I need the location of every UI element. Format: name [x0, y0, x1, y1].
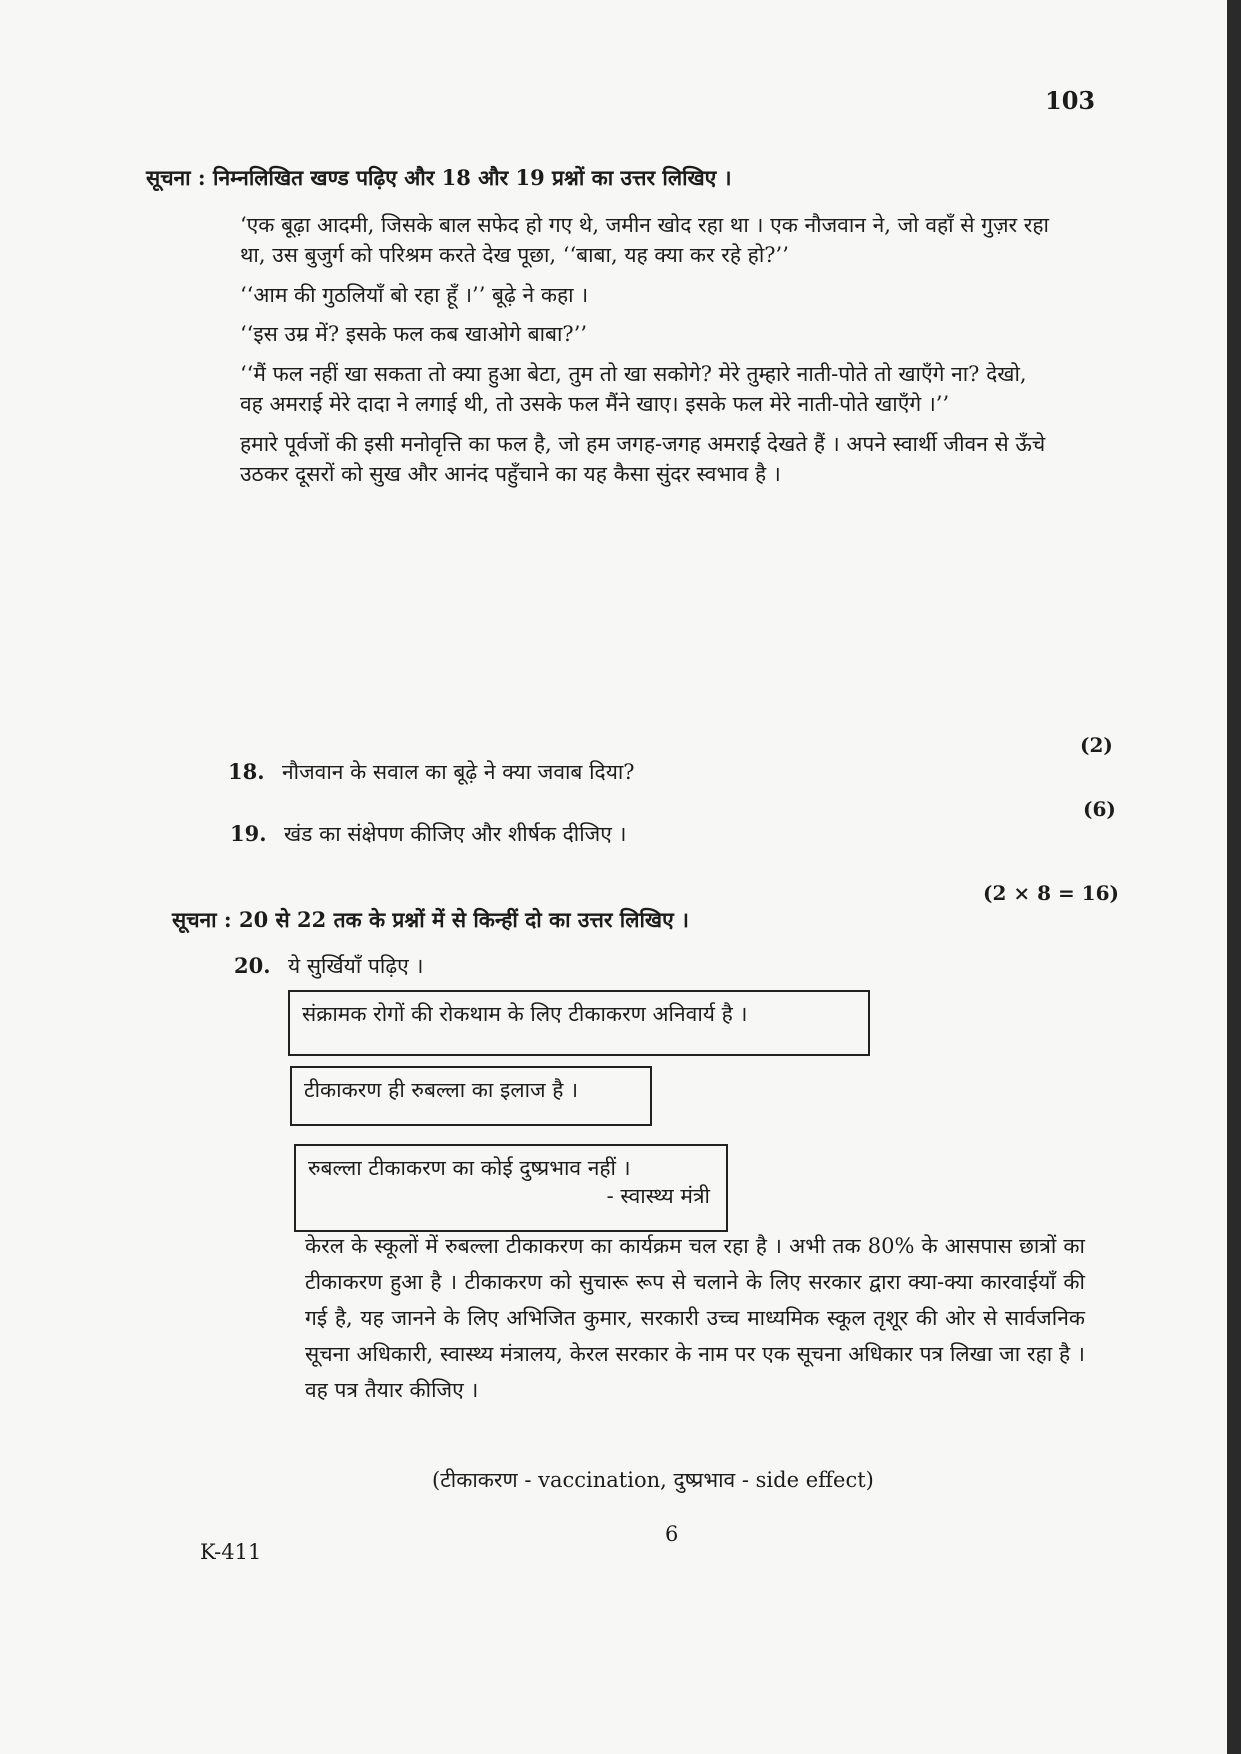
passage — [240, 210, 1050, 499]
question-text: नौजवान के सवाल का बूढ़े ने क्या जवाब दिया? — [282, 760, 635, 784]
question-text: खंड का संक्षेपण कीजिए और शीर्षक दीजिए । — [284, 822, 627, 846]
headline-attribution: - स्वास्थ्य मंत्री — [606, 1184, 710, 1208]
question-number: 18. — [228, 759, 265, 784]
passage-paragraph: हमारे पूर्वजों की इसी मनोवृत्ति का फल है, जो हम जगह-जगह अमराई देखते हैं । अपने स्वार्थी जीवन से ऊँचे उठकर दूसरों को सुख और आनंद पहुँचाने का यह कैसा सुंदर स्वभाव है । — [240, 431, 1046, 487]
passage-paragraph: ‘‘मैं फल नहीं खा सकता तो क्या हुआ बेटा, तुम तो खा सकोगे? मेरे तुम्हारे नाती-पोते तो खाएँगे ना? देखो, वह अमराई मेरे दादा ने लगाई थी, तो उसके फल मैंने खाए। इसके फल मेरे नाती-पोते खाएँगे ।’’ — [240, 361, 1027, 417]
headline-text: रुबल्ला टीकाकरण का कोई दुष्प्रभाव नहीं । — [308, 1156, 631, 1180]
question-number: 20. — [234, 953, 271, 978]
footer-code: K-411 — [200, 1540, 262, 1564]
headline-text: टीकाकरण ही रुबल्ला का इलाज है । — [304, 1078, 579, 1102]
question-number: 19. — [230, 821, 267, 846]
footer-page-number: 6 — [665, 1522, 679, 1546]
question-18 — [228, 758, 635, 786]
question-19 — [230, 820, 627, 848]
question-text: ये सुर्खियाँ पढ़िए । — [288, 954, 424, 978]
question-19-marks: (6) — [1083, 797, 1116, 821]
section1-instruction: सूचना : निम्नलिखित खण्ड पढ़िए और 18 और 19 प्रश्नों का उत्तर लिखिए । — [146, 165, 732, 190]
question-body: केरल के स्कूलों में रुबल्ला टीकाकरण का कार्यक्रम चल रहा है । अभी तक 80% के आसपास छात्रों का टीकाकरण हुआ है । टीकाकरण को सुचारू रूप से चलाने के लिए सरकार द्वारा क्या-क्या कारवाईयाँ की गई है, यह जानने के लिए अभिजित कुमार, सरकारी उच्च माध्यमिक स्कूल तृशूर की ओर से सार्वजनिक सूचना अधिकारी, स्वास्थ्य मंत्रालय, केरल सरकार के नाम पर एक सूचना अधिकार पत्र लिखा जा रहा है । वह पत्र तैयार कीजिए । — [305, 1234, 1085, 1403]
scan-edge — [1227, 0, 1241, 1754]
headline-box — [294, 1144, 728, 1232]
question-20 — [234, 952, 423, 980]
page-number: 103 — [1045, 86, 1096, 115]
headline-text: संक्रामक रोगों की रोकथाम के लिए टीकाकरण अनिवार्य है । — [302, 1002, 748, 1026]
headline-box — [288, 990, 870, 1056]
passage-paragraph: ‘‘इस उम्र में? इसके फल कब खाओगे बाबा?’’ — [240, 322, 588, 347]
section2-instruction: सूचना : 20 से 22 तक के प्रश्नों में से किन्हीं दो का उत्तर लिखिए । — [172, 907, 689, 932]
passage-paragraph: ‘‘आम की गुठलियाँ बो रहा हूँ ।’’ बूढ़े ने कहा । — [240, 282, 589, 307]
headline-box — [290, 1066, 652, 1126]
glossary: (टीकाकरण - vaccination, दुष्प्रभाव - side effect) — [432, 1468, 874, 1492]
question-18-marks: (2) — [1080, 733, 1113, 757]
passage-paragraph: ‘एक बूढ़ा आदमी, जिसके बाल सफेद हो गए थे, जमीन खोद रहा था । एक नौजवान ने, जो वहाँ से गुज़र रहा था, उस बुजुर्ग को परिश्रम करते देख पूछा, ‘‘बाबा, यह क्या कर रहे हो?’’ — [240, 213, 1049, 268]
section2-marks: (2 × 8 = 16) — [983, 881, 1119, 905]
